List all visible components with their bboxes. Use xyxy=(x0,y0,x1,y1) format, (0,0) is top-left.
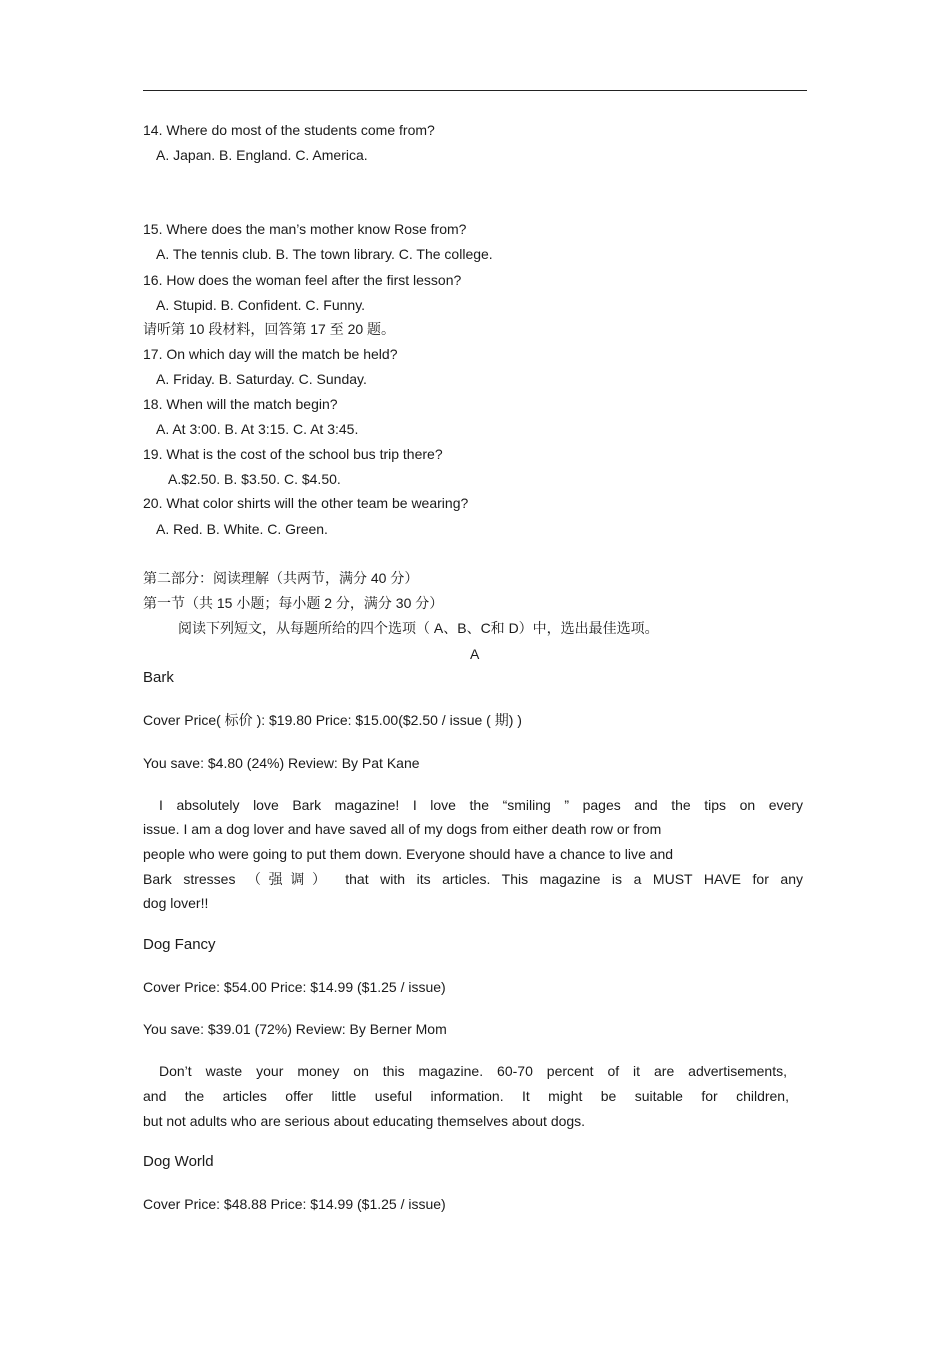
question-16: 16. How does the woman feel after the first lesson? xyxy=(143,272,462,288)
bark-price: Cover Price( 标价 ): $19.80 Price: $15.00($2.50 / issue ( 期) ) xyxy=(143,712,522,728)
reading-instruction: 阅读下列短文，从每题所给的四个选项（ A、B、C和 D）中，选出最佳选项。 xyxy=(178,620,659,636)
dogfancy-review-line-1: Don’t waste your money on this magazine. 60-70 percent of it are advertisements, xyxy=(159,1063,787,1079)
dogworld-price: Cover Price: $48.88 Price: $14.99 ($1.25 / issue) xyxy=(143,1196,446,1212)
question-18: 18. When will the match begin? xyxy=(143,396,338,412)
dogworld-title: Dog World xyxy=(143,1153,214,1170)
header-rule xyxy=(143,90,807,91)
bark-review-line-1: I absolutely love Bark magazine! I love the “smiling ” pages and the tips on every xyxy=(159,797,803,813)
passage-label: A xyxy=(470,646,480,662)
question-20-options: A. Red. B. White. C. Green. xyxy=(156,521,328,537)
bark-review-line-3: people who were going to put them down. Everyone should have a chance to live and xyxy=(143,846,674,862)
dogfancy-review-line-3: but not adults who are serious about educating themselves about dogs. xyxy=(143,1113,586,1129)
question-17: 17. On which day will the match be held? xyxy=(143,346,398,362)
question-15: 15. Where does the man’s mother know Rose from? xyxy=(143,221,467,237)
question-16-options: A. Stupid. B. Confident. C. Funny. xyxy=(156,297,366,313)
bark-savings: You save: $4.80 (24%) Review: By Pat Kane xyxy=(143,755,420,771)
question-15-options: A. The tennis club. B. The town library. C. The college. xyxy=(156,246,493,262)
bark-title: Bark xyxy=(143,669,174,686)
question-14-options: A. Japan. B. England. C. America. xyxy=(156,147,368,163)
dogfancy-review-line-2: and the articles offer little useful information. It might be suitable for children, xyxy=(143,1088,789,1104)
bark-review-line-5: dog lover!! xyxy=(143,895,209,911)
dogfancy-savings: You save: $39.01 (72%) Review: By Berner Mom xyxy=(143,1021,447,1037)
question-17-options: A. Friday. B. Saturday. C. Sunday. xyxy=(156,371,367,387)
bark-review-line-4: Bark stresses （强调） that with its articles. This magazine is a MUST HAVE for any xyxy=(143,871,803,887)
question-19: 19. What is the cost of the school bus trip there? xyxy=(143,446,443,462)
dogfancy-title: Dog Fancy xyxy=(143,936,216,953)
listening-instruction: 请听第 10 段材料，回答第 17 至 20 题。 xyxy=(143,321,396,337)
dogfancy-price: Cover Price: $54.00 Price: $14.99 ($1.25 / issue) xyxy=(143,979,446,995)
section-one-heading: 第一节（共 15 小题；每小题 2 分，满分 30 分） xyxy=(143,595,444,611)
question-18-options: A. At 3:00. B. At 3:15. C. At 3:45. xyxy=(156,421,359,437)
bark-review-line-2: issue. I am a dog lover and have saved all of my dogs from either death row or from xyxy=(143,821,662,837)
question-19-options: A.$2.50. B. $3.50. C. $4.50. xyxy=(168,471,341,487)
question-20: 20. What color shirts will the other team be wearing? xyxy=(143,495,469,511)
part-two-heading: 第二部分：阅读理解（共两节，满分 40 分） xyxy=(143,570,419,586)
question-14: 14. Where do most of the students come from? xyxy=(143,122,435,138)
